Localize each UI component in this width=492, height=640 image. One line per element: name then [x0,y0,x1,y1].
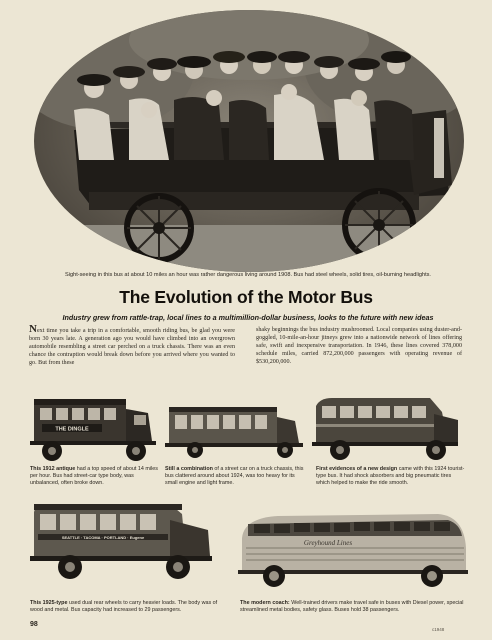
drop-cap: N [29,323,37,335]
caption-1925-bus: This 1925-type used dual rear wheels to carry heavier loads. The body was of wood and metal. Bus capacity had increased to 29 passengers. [30,600,218,613]
caption-1924-streetcar-bus: Still a combination of a street car on a truck chassis, this bus clattered around about 1924, was too heavy for its small engine and light frame. [165,466,304,486]
caption-1912-bus: This 1912 antique had a top speed of about 14 miles per hour. Bus had street-car type body, was unbalanced, often broke down. [30,466,158,486]
bus-1925-sign: SEATTLE · TACOMA · PORTLAND · Eugene [61,534,145,540]
hero-caption: Sight-seeing in this bus at about 10 miles an hour was rather dangerous living around 1908. Bus had steel wheels, solid tires, oil-burning headlights. [65,272,431,278]
article-title: The Evolution of the Motor Bus [119,287,373,307]
caption-modern-coach: The modern coach: Well-trained drivers make travel safe in buses with Diesel power, special streamlined metal bodies, safety glass. Buses hold 38 passengers. [240,600,464,613]
modern-coach-sign: Greyhound Lines [303,539,353,547]
photo-1924-tourist-bus [312,396,460,462]
credit-mark: c1948 [432,627,445,632]
bus-1912-sign: THE DINGLE [55,426,89,433]
article-column-2: shaky beginnings the bus industry mushroomed. Local companies using duster-and-goggled, 10-mile-an-hour jitneys grew into a nationwide network of lines offering safe, swift and inexpensive transportation. In 1946, these lines covered 378,000 schedule miles, carried 872,200,000 passengers with operating revenue of $530,200,000. [256,327,462,366]
page-number: 98 [30,621,38,628]
article-subtitle: Industry grew from rattle-trap, local lines to a multimillion-dollar business, looks to the future with new ideas [62,313,434,322]
photo-1925-bus [30,500,214,582]
hero-photo-1908-sightseeing-bus [34,10,464,272]
photo-1912-bus [30,395,158,463]
caption-1924-tourist-bus: First evidences of a new design came with this 1924 tourist-type bus. It had shock absorbers and big pneumatic tires which helped to make the ride smooth. [316,466,465,486]
photo-modern-coach [238,508,470,590]
article-column-1-text: ext time you take a trip in a comfortable, smooth riding bus, be glad you were born 30 years late. A generation ago you would have climbed into an overgrown automobile resembling a street car perched on a truck chassis. There was an even chance the contraption would break down before you arrived where you wanted to go. But from these [29,328,235,367]
hero-photo-illustration [34,10,464,272]
photo-1924-streetcar-bus [165,405,305,460]
article-column-1 [29,323,235,367]
